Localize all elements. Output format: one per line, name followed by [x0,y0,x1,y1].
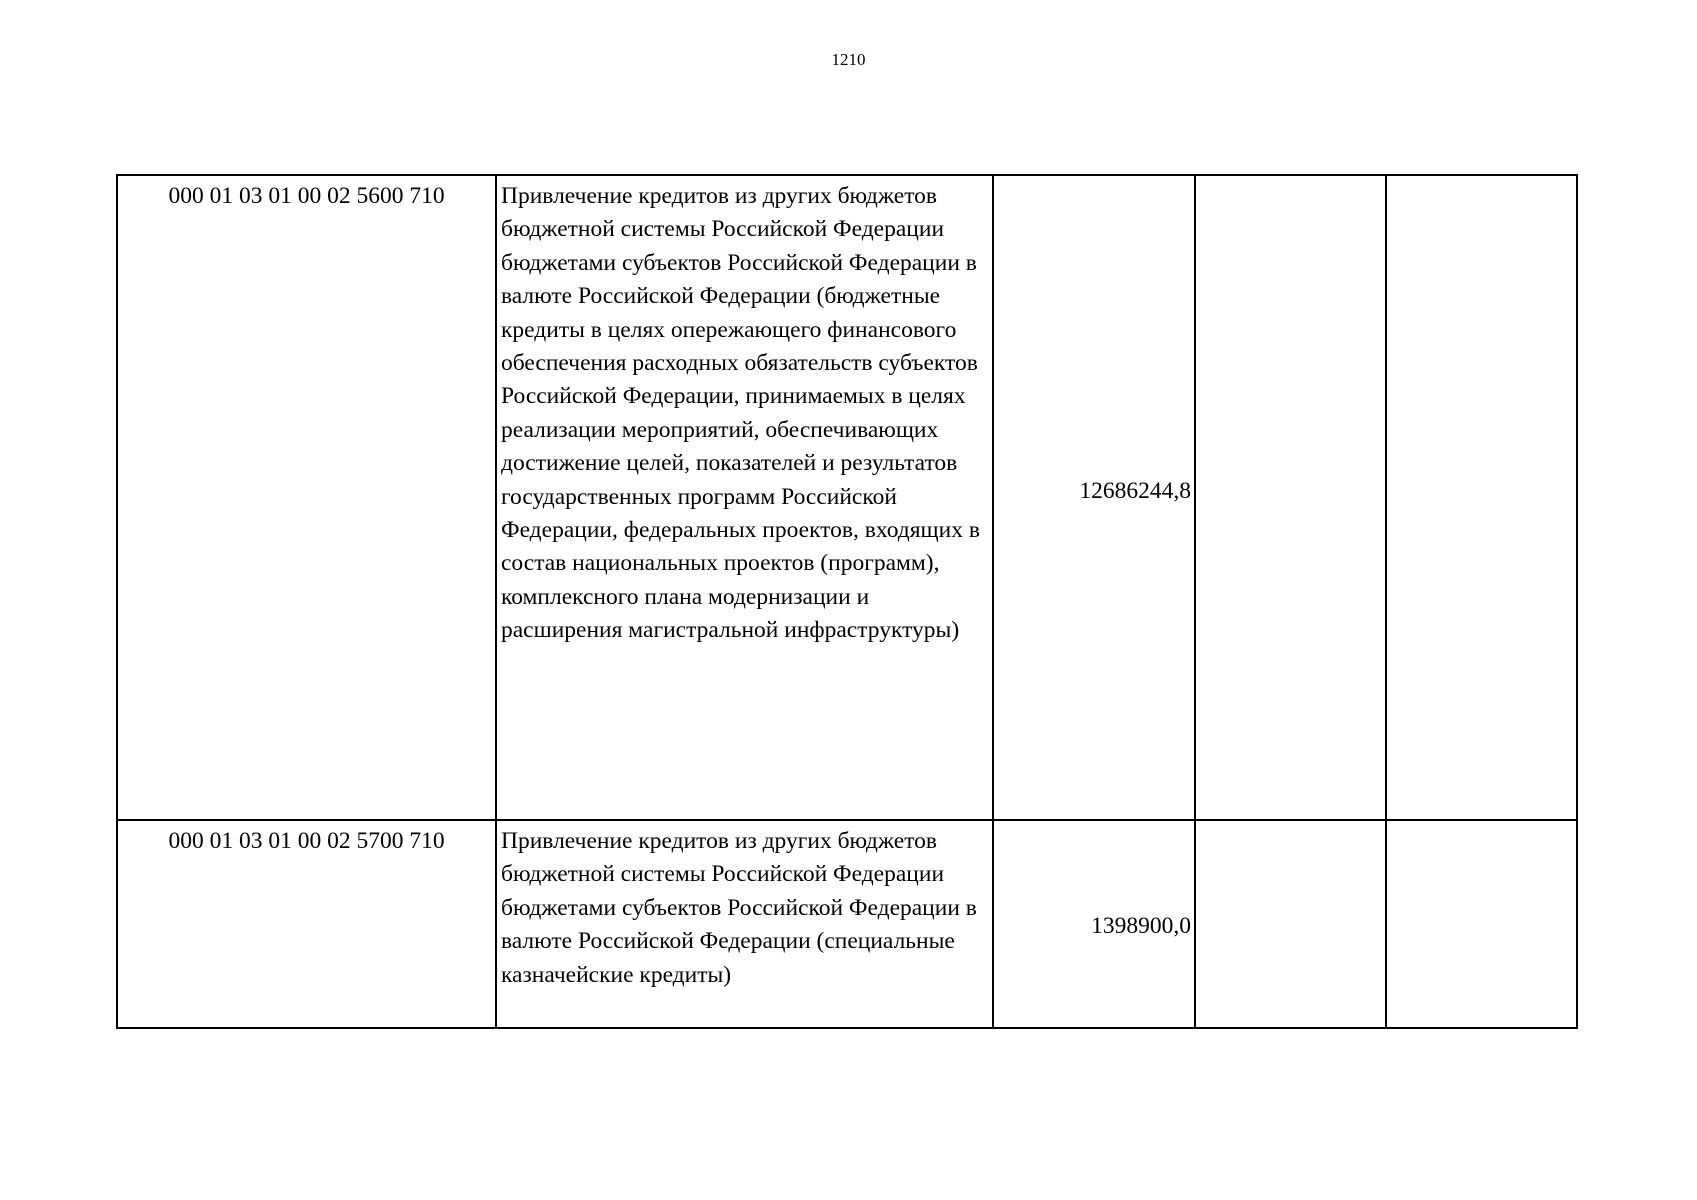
table-row [117,175,1577,820]
empty-amount-cell [1386,820,1577,1028]
empty-amount-cell [1195,820,1386,1028]
empty-amount-cell [1386,175,1577,820]
budget-sources-table [116,174,1578,1029]
source-description: Привлечение кредитов из других бюджетов бюджетной системы Российской Федерации бюджетами субъектов Российской Федерации в валюте Российской Федерации (бюджетные кредиты в целях опережающего финансового обеспечения расходных обязательств субъектов Российской Федерации, принимаемых в целях реализации мероприятий, обеспечивающих достижение целей, показателей и результатов государственных программ Российской Федерации, федеральных проектов, входящих в состав национальных проектов (программ), комплексного плана модернизации и расширения магистральной инфраструктуры) [496,175,993,820]
budget-classification-code: 000 01 03 01 00 02 5700 710 [117,820,496,1028]
page-number: 1210 [831,50,866,69]
empty-amount-cell [1195,175,1386,820]
table-row [117,820,1577,1028]
budget-classification-code: 000 01 03 01 00 02 5600 710 [117,175,496,820]
source-description: Привлечение кредитов из других бюджетов бюджетной системы Российской Федерации бюджетами субъектов Российской Федерации в валюте Российской Федерации (специальные казначейские кредиты) [496,820,993,1028]
amount-value: 1398900,0 [993,820,1195,1028]
amount-value: 12686244,8 [993,175,1195,820]
